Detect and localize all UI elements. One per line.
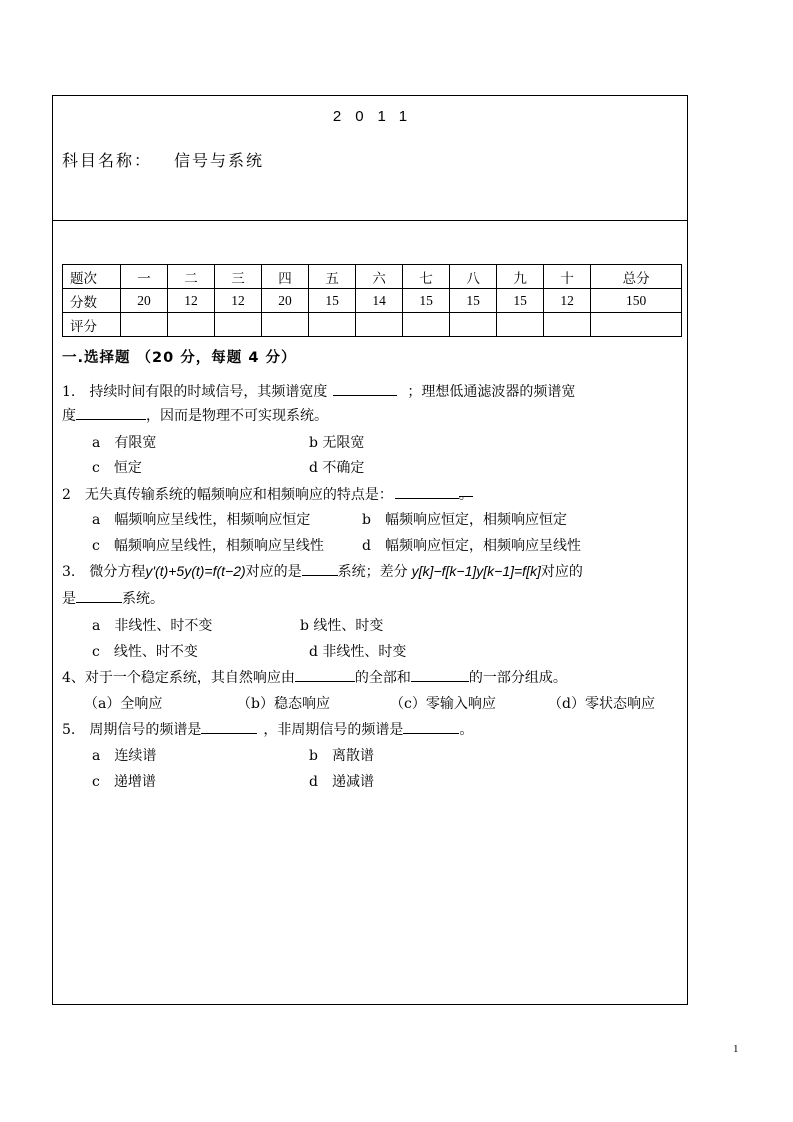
- score-cell: 15: [403, 289, 450, 313]
- subject-value: 信号与系统: [174, 151, 265, 170]
- grading-cell[interactable]: [215, 313, 262, 337]
- question-cell: 十: [544, 265, 591, 289]
- exam-header: [53, 96, 687, 221]
- grading-cell[interactable]: [544, 313, 591, 337]
- question-cell: 四: [262, 265, 309, 289]
- grading-cell[interactable]: [168, 313, 215, 337]
- subject-line: [62, 148, 264, 171]
- q1-blank-2[interactable]: [76, 407, 146, 420]
- grading-cell[interactable]: [591, 313, 682, 337]
- row-label: 题次: [63, 265, 121, 289]
- q2-line: [62, 484, 473, 504]
- score-cell: 12: [544, 289, 591, 313]
- score-cell: 14: [356, 289, 403, 313]
- grading-cell[interactable]: [262, 313, 309, 337]
- q3-blank-2[interactable]: [76, 590, 122, 603]
- q5-option-b: b 离散谱: [309, 748, 374, 764]
- q1-text-c: 度: [62, 408, 76, 424]
- q2-option-a: a 幅频响应呈线性，相频响应恒定: [92, 512, 311, 528]
- score-cell: 20: [121, 289, 168, 313]
- score-table-row-questions: [63, 265, 682, 289]
- q3-option-d: d 非线性、时变: [309, 644, 407, 660]
- grading-cell[interactable]: [403, 313, 450, 337]
- q4-mid: 的全部和: [354, 670, 411, 686]
- q2-option-b: b 幅频响应恒定，相频响应恒定: [362, 512, 567, 528]
- q3-mid2: 系统；差分: [337, 564, 408, 580]
- q1-text-a: 1. 持续时间有限的时域信号，其频谱宽度: [62, 384, 328, 400]
- q1-text-d: ，因而是物理不可实现系统。: [146, 408, 328, 424]
- q4-blank-1[interactable]: [295, 669, 355, 682]
- q2-option-d: d 幅频响应恒定，相频响应呈线性: [362, 538, 581, 554]
- score-table: [62, 264, 682, 337]
- q4-option-c: （c）零输入响应: [390, 696, 496, 712]
- q3-mid1: 对应的是: [245, 564, 302, 580]
- q3-equation-1: y'(t)+5y(t)=f(t−2): [145, 563, 246, 579]
- question-cell: 总分: [591, 265, 682, 289]
- score-cell: 15: [309, 289, 356, 313]
- q4-option-b: （b）稳态响应: [237, 696, 330, 712]
- question-cell: 五: [309, 265, 356, 289]
- score-cell: 15: [497, 289, 544, 313]
- q3-post: 对应的: [540, 564, 583, 580]
- question-cell: 一: [121, 265, 168, 289]
- grading-cell[interactable]: [309, 313, 356, 337]
- q5-pre: 5. 周期信号的频谱是: [62, 722, 202, 738]
- q1-option-c: c 恒定: [92, 460, 142, 476]
- q3-line2: [62, 588, 164, 608]
- q5-option-c: c 递增谱: [92, 774, 156, 790]
- grading-cell[interactable]: [497, 313, 544, 337]
- q5-blank-2[interactable]: [403, 721, 459, 734]
- q5-blank-1[interactable]: [201, 721, 257, 734]
- question-cell: 三: [215, 265, 262, 289]
- grading-cell[interactable]: [121, 313, 168, 337]
- score-cell: 20: [262, 289, 309, 313]
- question-cell: 六: [356, 265, 403, 289]
- q4-post: 的一部分组成。: [468, 670, 567, 686]
- q2-text: 2 无失真传输系统的幅频响应和相频响应的特点是：: [62, 487, 393, 503]
- page-number: 1: [733, 1043, 739, 1055]
- q5-mid: ，非周期信号的频谱是: [263, 722, 404, 738]
- q3-blank-1[interactable]: [302, 563, 338, 576]
- q2-end: 。: [459, 484, 473, 497]
- q4-option-d: （d）零状态响应: [548, 696, 655, 712]
- q4-blank-2[interactable]: [411, 669, 469, 682]
- q3-text-c: 是: [62, 591, 76, 607]
- q1-line2: [62, 405, 328, 425]
- section-title: 一.选择题 （20 分，每题 4 分）: [62, 350, 297, 366]
- question-cell: 七: [403, 265, 450, 289]
- row-label: 评分: [63, 313, 121, 337]
- q1-blank-1[interactable]: [333, 383, 397, 396]
- q4-pre: 4、对于一个稳定系统，其自然响应由: [62, 670, 295, 686]
- row-label: 分数: [63, 289, 121, 313]
- score-table-row-scores: [63, 289, 682, 313]
- q1-line1: [62, 381, 575, 401]
- grading-cell[interactable]: [450, 313, 497, 337]
- q3-pre: 3. 微分方程: [62, 564, 146, 580]
- exam-year: 2011: [332, 108, 422, 125]
- q5-line: [62, 719, 473, 739]
- q1-option-d: d 不确定: [309, 460, 365, 476]
- question-cell: 九: [497, 265, 544, 289]
- q4-option-a: （a）全响应: [84, 696, 163, 712]
- q1-option-b: b 无限宽: [309, 435, 365, 451]
- subject-label: 科目名称：: [62, 151, 153, 170]
- score-cell: 150: [591, 289, 682, 313]
- q1-option-a: a 有限宽: [92, 435, 157, 451]
- q5-option-d: d 递减谱: [309, 774, 374, 790]
- q3-option-b: b 线性、时变: [300, 618, 384, 634]
- score-cell: 12: [215, 289, 262, 313]
- question-cell: 二: [168, 265, 215, 289]
- score-table-row-grading: [63, 313, 682, 337]
- q5-end: 。: [459, 722, 474, 738]
- q2-option-c: c 幅频响应呈线性，相频响应呈线性: [92, 538, 324, 554]
- grading-cell[interactable]: [356, 313, 403, 337]
- score-cell: 12: [168, 289, 215, 313]
- q3-text-d: 系统。: [122, 591, 164, 607]
- q3-equation-2: y[k]−f[k−1]y[k−1]=f[k]: [411, 563, 541, 579]
- question-cell: 八: [450, 265, 497, 289]
- score-cell: 15: [450, 289, 497, 313]
- q5-option-a: a 连续谱: [92, 748, 157, 764]
- q4-line: [62, 667, 567, 687]
- exam-frame: [52, 95, 688, 1005]
- q3-option-c: c 线性、时不变: [92, 644, 198, 660]
- q3-line1: [62, 561, 583, 581]
- q3-option-a: a 非线性、时不变: [92, 618, 213, 634]
- q2-blank[interactable]: [395, 486, 459, 499]
- q1-text-b: ；理想低通滤波器的频谱宽: [407, 384, 576, 400]
